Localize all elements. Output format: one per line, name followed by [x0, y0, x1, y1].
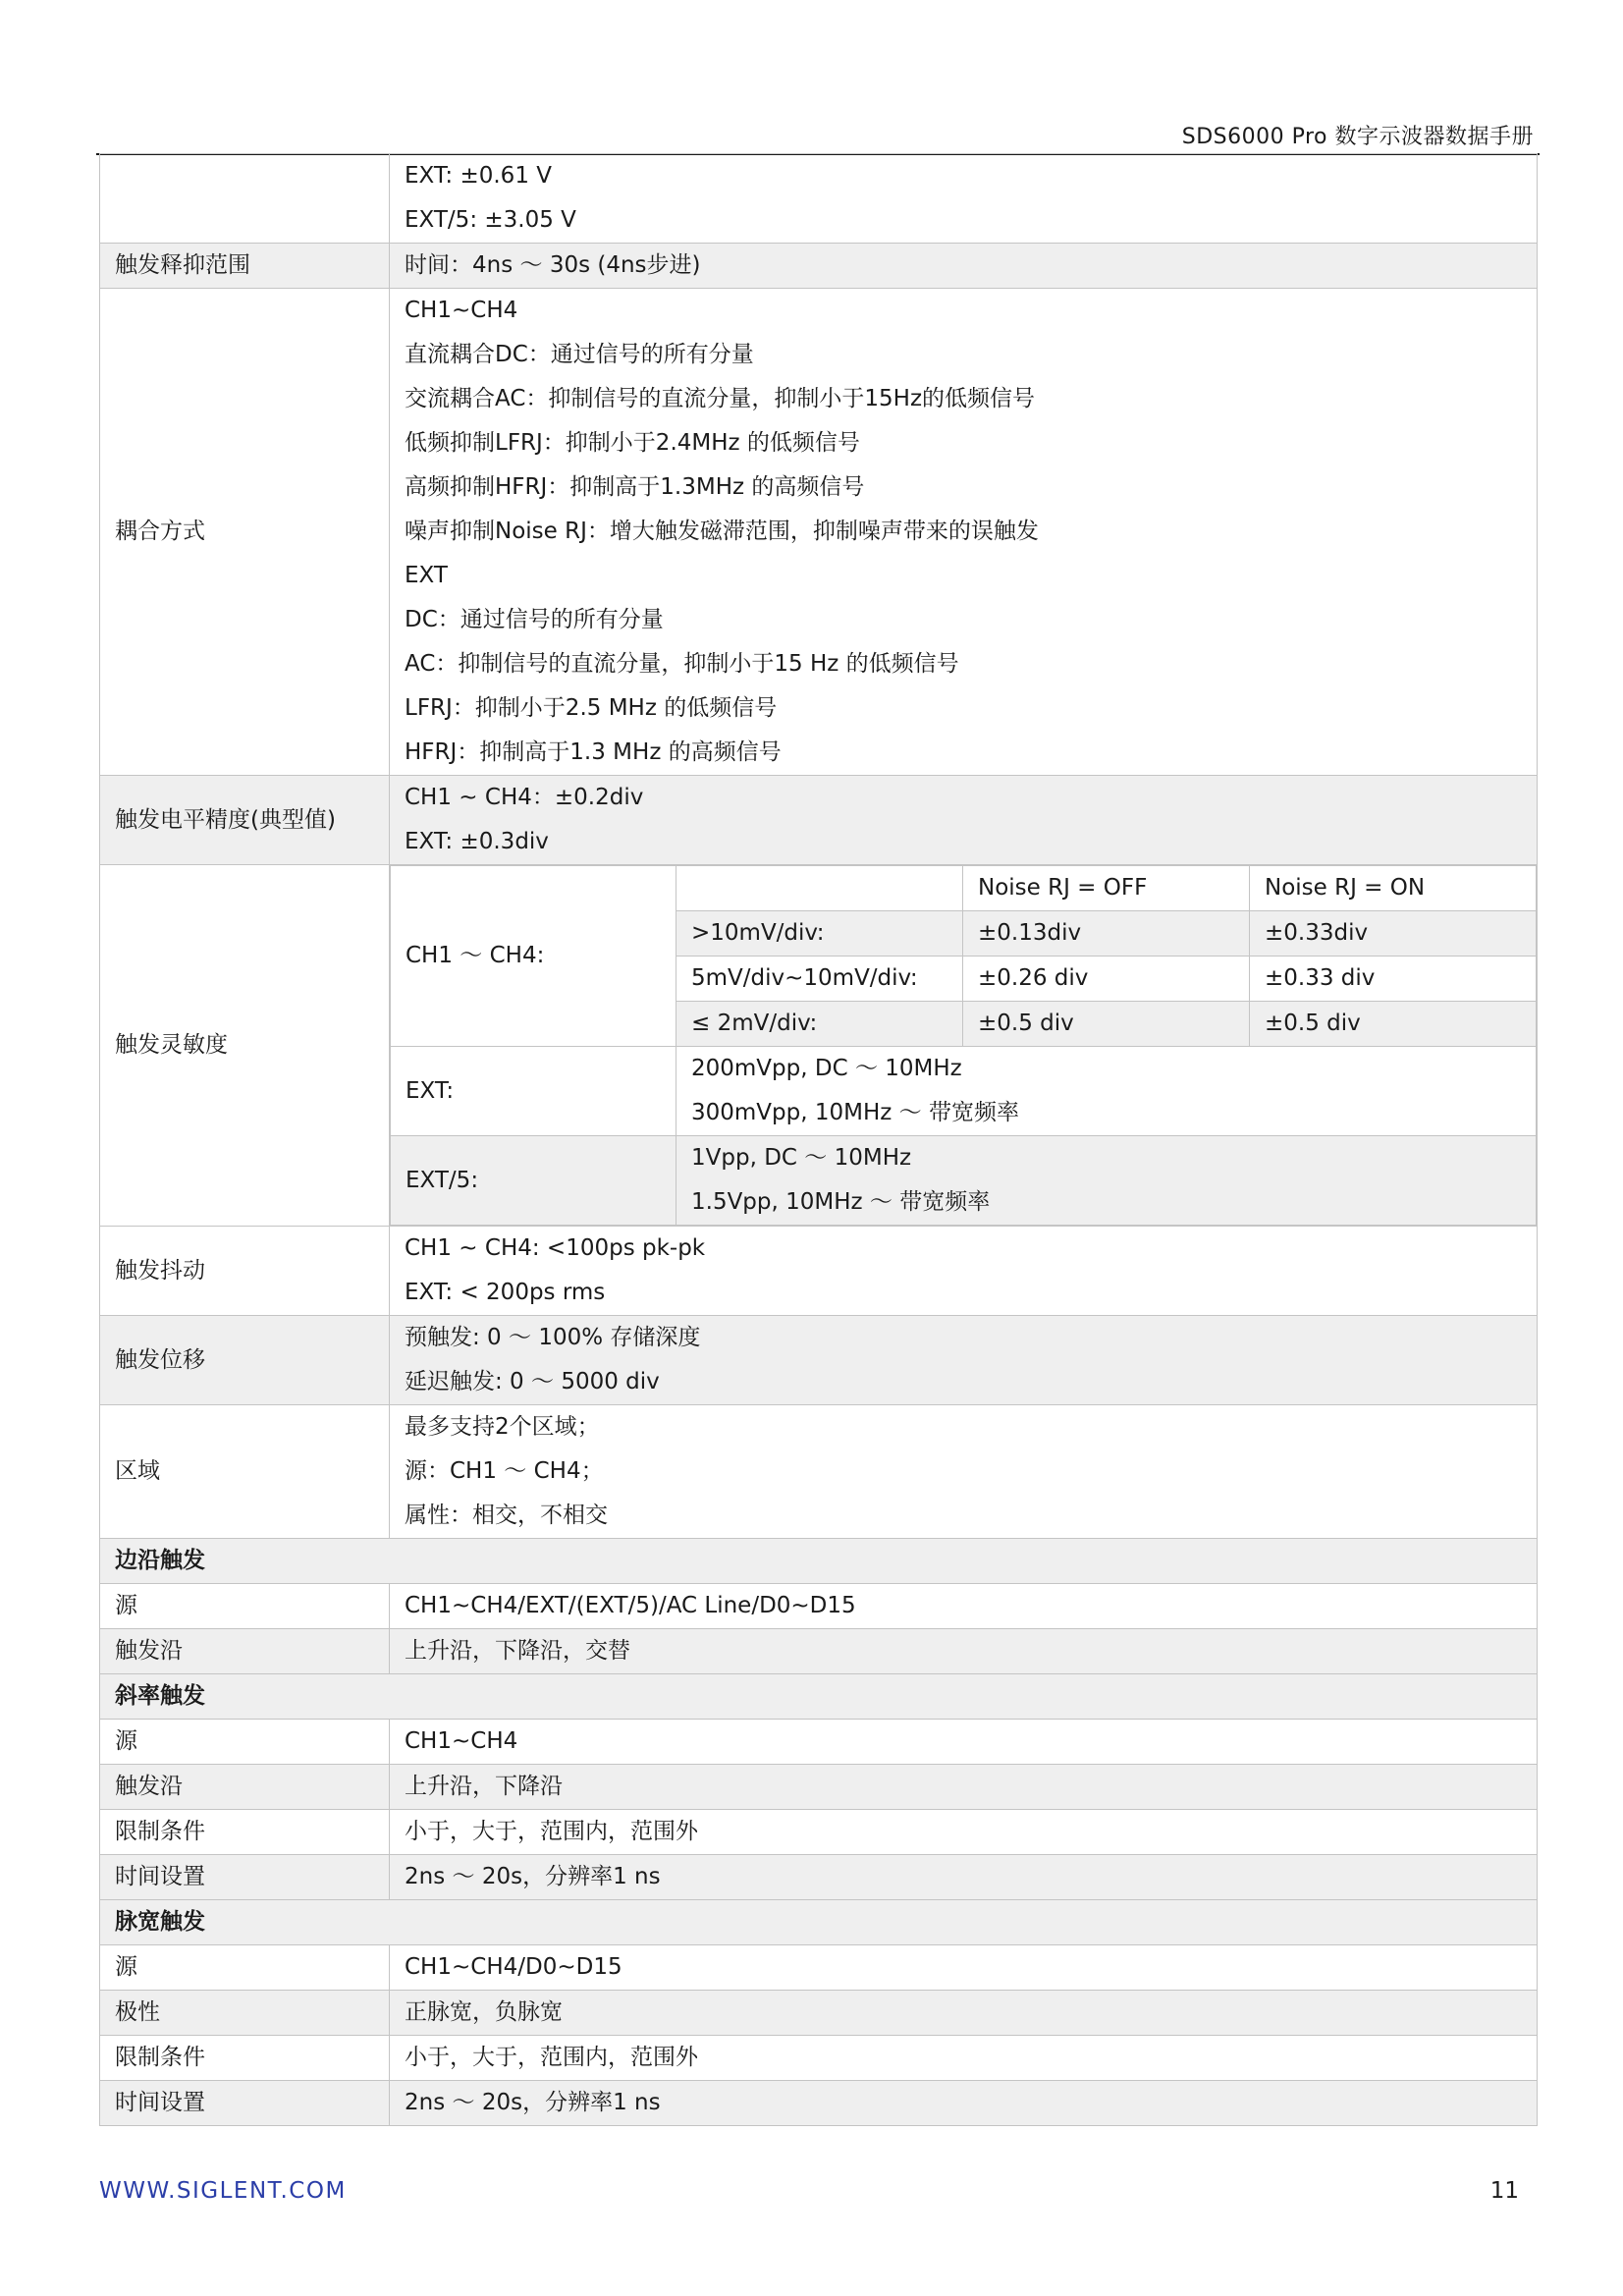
slope-edge-row	[100, 1765, 1538, 1810]
section-slope-trigger	[100, 1674, 1538, 1720]
on-cell: ±0.33 div	[1250, 957, 1537, 1002]
ext5-value	[676, 1136, 1537, 1226]
value-line: EXT: ±0.3div	[405, 829, 549, 854]
row-label: 触发灵敏度	[100, 865, 390, 1227]
jitter-row	[100, 1227, 1538, 1316]
row-label: 时间设置	[100, 1855, 390, 1900]
section-edge-trigger	[100, 1539, 1538, 1584]
value-line: AC：抑制信号的直流分量，抑制小于15 Hz 的低频信号	[405, 651, 959, 677]
pulse-time-row	[100, 2081, 1538, 2126]
ext-label: EXT:	[391, 1047, 676, 1136]
sensitivity-value	[390, 865, 1538, 1227]
ext5-label: EXT/5:	[391, 1136, 676, 1226]
value-line: 200mVpp, DC ～ 10MHz	[691, 1056, 962, 1081]
cond-header	[676, 866, 963, 911]
value-line: 属性：相交，不相交	[405, 1503, 608, 1528]
value-line: HFRJ：抑制高于1.3 MHz 的高频信号	[405, 739, 782, 765]
section-title: 边沿触发	[100, 1539, 1538, 1584]
value-line: 最多支持2个区域；	[405, 1414, 600, 1440]
value-line: DC：通过信号的所有分量	[405, 607, 664, 632]
level-accuracy-value	[390, 776, 1538, 865]
value-line: CH1 ~ CH4: <100ps pk-pk	[405, 1235, 706, 1261]
row-value: 上升沿，下降沿	[390, 1765, 1538, 1810]
ext-value	[676, 1047, 1537, 1136]
ch-label: CH1 ～ CH4:	[391, 866, 676, 1047]
coupling-row	[100, 289, 1538, 776]
row-value: 正脉宽，负脉宽	[390, 1991, 1538, 2036]
value-line: LFRJ：抑制小于2.5 MHz 的低频信号	[405, 695, 778, 721]
spec-table	[99, 153, 1538, 2126]
row-label: 源	[100, 1945, 390, 1991]
jitter-value	[390, 1227, 1538, 1316]
value-line: EXT: ±0.61 V	[405, 163, 552, 189]
header-off: Noise RJ = OFF	[963, 866, 1250, 911]
row-value: CH1~CH4/EXT/(EXT/5)/AC Line/D0~D15	[390, 1584, 1538, 1629]
level-accuracy-row	[100, 776, 1538, 865]
ext-range-row	[100, 154, 1538, 244]
cond-cell: ≤ 2mV/div:	[676, 1002, 963, 1047]
value-line: 预触发: 0 ～ 100% 存储深度	[405, 1325, 701, 1350]
cond-cell: >10mV/div:	[676, 911, 963, 957]
header-on: Noise RJ = ON	[1250, 866, 1537, 911]
subtable-header-row	[391, 866, 1537, 911]
cond-cell: 5mV/div~10mV/div:	[676, 957, 963, 1002]
value-line: CH1 ~ CH4：±0.2div	[405, 785, 644, 810]
displacement-value	[390, 1316, 1538, 1405]
displacement-row	[100, 1316, 1538, 1405]
section-pulse-trigger	[100, 1900, 1538, 1945]
section-title: 斜率触发	[100, 1674, 1538, 1720]
value-line: EXT	[405, 563, 448, 588]
row-label: 源	[100, 1720, 390, 1765]
row-label: 极性	[100, 1991, 390, 2036]
pulse-polarity-row	[100, 1991, 1538, 2036]
row-label: 触发释抑范围	[100, 244, 390, 289]
off-cell: ±0.5 div	[963, 1002, 1250, 1047]
row-label: 时间设置	[100, 2081, 390, 2126]
row-value: 2ns ～ 20s，分辨率1 ns	[390, 1855, 1538, 1900]
header-title: SDS6000 Pro 数字示波器数据手册	[1181, 125, 1534, 149]
row-label: 限制条件	[100, 2036, 390, 2081]
value-line: 源：CH1 ～ CH4；	[405, 1458, 604, 1484]
row-value: 上升沿，下降沿，交替	[390, 1629, 1538, 1674]
row-label: 触发电平精度(典型值)	[100, 776, 390, 865]
off-cell: ±0.13div	[963, 911, 1250, 957]
row-value: 小于，大于，范围内，范围外	[390, 2036, 1538, 2081]
row-label: 限制条件	[100, 1810, 390, 1855]
row-label: 耦合方式	[100, 289, 390, 776]
section-title: 脉宽触发	[100, 1900, 1538, 1945]
zone-row	[100, 1405, 1538, 1539]
slope-time-row	[100, 1855, 1538, 1900]
value-line: 低频抑制LFRJ：抑制小于2.4MHz 的低频信号	[405, 430, 860, 456]
pulse-source-row	[100, 1945, 1538, 1991]
value-line: 交流耦合AC：抑制信号的直流分量，抑制小于15Hz的低频信号	[405, 386, 1036, 411]
value-line: 直流耦合DC：通过信号的所有分量	[405, 342, 754, 367]
ext-subrow	[391, 1047, 1537, 1136]
value-line: 1Vpp, DC ～ 10MHz	[691, 1145, 912, 1171]
ext5-subrow	[391, 1136, 1537, 1226]
row-label: 触发沿	[100, 1765, 390, 1810]
sensitivity-row	[100, 865, 1538, 1227]
edge-slope-row	[100, 1629, 1538, 1674]
page-number: 11	[1489, 2178, 1519, 2204]
row-label: 触发沿	[100, 1629, 390, 1674]
on-cell: ±0.5 div	[1250, 1002, 1537, 1047]
holdoff-row	[100, 244, 1538, 289]
on-cell: ±0.33div	[1250, 911, 1537, 957]
row-label: 源	[100, 1584, 390, 1629]
slope-source-row	[100, 1720, 1538, 1765]
off-cell: ±0.26 div	[963, 957, 1250, 1002]
pulse-limit-row	[100, 2036, 1538, 2081]
value-line: EXT/5: ±3.05 V	[405, 207, 576, 233]
coupling-value	[390, 289, 1538, 776]
ext-range-value	[390, 154, 1538, 244]
row-value: 时间：4ns ～ 30s (4ns步进)	[390, 244, 1538, 289]
ext-range-label	[100, 154, 390, 244]
sensitivity-subtable	[390, 865, 1537, 1226]
row-label: 区域	[100, 1405, 390, 1539]
row-value: 2ns ～ 20s，分辨率1 ns	[390, 2081, 1538, 2126]
row-value: 小于，大于，范围内，范围外	[390, 1810, 1538, 1855]
value-line: 噪声抑制Noise RJ：增大触发磁滞范围，抑制噪声带来的误触发	[405, 519, 1039, 544]
slope-limit-row	[100, 1810, 1538, 1855]
value-line: 1.5Vpp, 10MHz ～ 带宽频率	[691, 1189, 991, 1215]
footer-url-link[interactable]: WWW.SIGLENT.COM	[99, 2178, 347, 2204]
value-line: 高频抑制HFRJ：抑制高于1.3MHz 的高频信号	[405, 474, 865, 500]
value-line: CH1~CH4	[405, 298, 518, 323]
row-label: 触发抖动	[100, 1227, 390, 1316]
page-header	[96, 116, 1540, 155]
row-value: CH1~CH4	[390, 1720, 1538, 1765]
edge-source-row	[100, 1584, 1538, 1629]
zone-value	[390, 1405, 1538, 1539]
value-line: EXT: < 200ps rms	[405, 1280, 606, 1305]
value-line: 300mVpp, 10MHz ～ 带宽频率	[691, 1100, 1019, 1125]
row-label: 触发位移	[100, 1316, 390, 1405]
value-line: 延迟触发: 0 ～ 5000 div	[405, 1369, 660, 1394]
row-value: CH1~CH4/D0~D15	[390, 1945, 1538, 1991]
